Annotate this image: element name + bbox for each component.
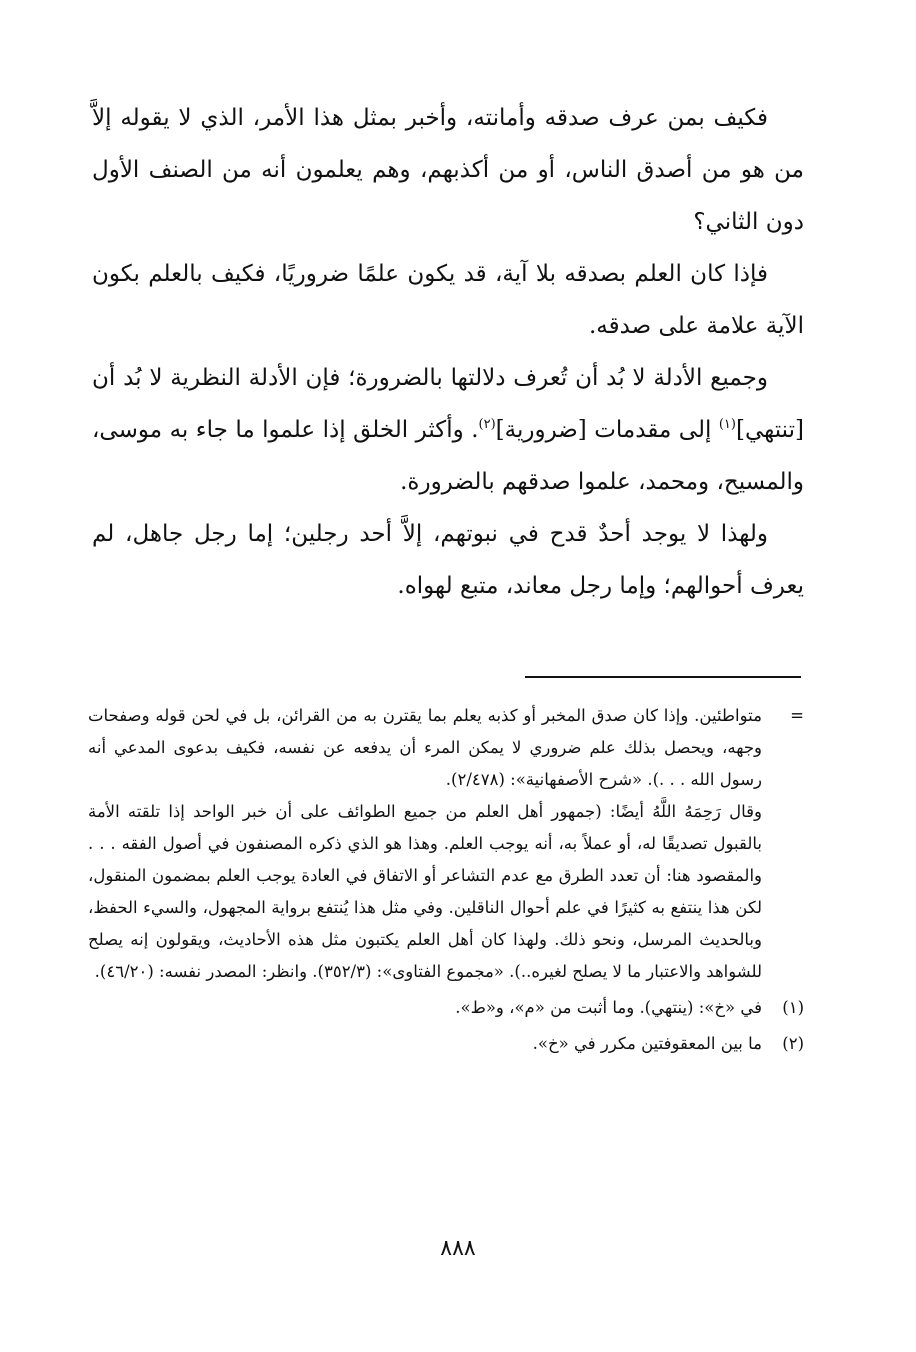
footnote-2 [88, 1028, 804, 1060]
paragraph-3-part-3: . وأكثر الخلق إذا علموا ما جاء به موسى، والمسيح، ومحمد، علموا صدقهم بالضرورة. [92, 417, 804, 495]
footnote-continuation-text-1: متواطئين. وإذا كان صدق المخبر أو كذبه يعلم بما يقترن به من القرائن، بل في لحن قوله وصفحات وجهه، ويحصل بذلك علم ضروري لا يمكن المرء أن يدفعه عن نفسه، فكيف بدعوى المدعي أنه رسول الله . . .). «شرح الأصفهانية»: (٢/٤٧٨). [88, 706, 762, 789]
footnote-continuation-text-2: وقال رَحِمَهُ اللَّهُ أيضًا: (جمهور أهل العلم من جميع الطوائف على أن خبر الواحد إذا تلقته الأمة بالقبول تصديقًا له، أو عملاً به، أنه يوجب العلم. وهذا هو الذي ذكره المصنفون في أصول الفقه . . . والمقصود هنا: أن تعدد الطرق مع عدم التشاعر أو الاتفاق في العادة يوجب العلم بمضمون المنقول، لكن هذا ينتفع به كثيرًا في علم أحوال الناقلين. وفي مثل هذا يُنتفع برواية المجهول، والسيء الحفظ، وبالحديث المرسل، ونحو ذلك. ولهذا كان أهل العلم يكتبون مثل هذه الأحاديث، ويقولون إنه يصلح للشواهد والاعتبار ما لا يصلح لغيره..). «مجموع الفتاوى»: (٣٥٢/٣). وانظر: المصدر نفسه: (٤٦/٢٠). [88, 802, 762, 981]
continuation-marker: = [790, 706, 804, 725]
paragraph-2: فإذا كان العلم بصدقه بلا آية، قد يكون علمًا ضروريًا، فكيف بالعلم بكون الآية علامة على صدقه. [92, 261, 804, 339]
footnote-continuation [88, 700, 804, 988]
footnote-separator [525, 676, 801, 678]
paragraph-4: ولهذا لا يوجد أحدٌ قدح في نبوتهم، إلاَّ أحد رجلين؛ إما رجل جاهل، لم يعرف أحوالهم؛ وإما رجل معاند، متبع لهواه. [92, 521, 804, 599]
paragraph-3-part-1: وجميع الأدلة لا بُد أن تُعرف دلالتها بالضرورة؛ فإن الأدلة النظرية لا بُد أن [تنتهي] [92, 365, 804, 443]
paragraph-1: فكيف بمن عرف صدقه وأمانته، وأخبر بمثل هذا الأمر، الذي لا يقوله إلاَّ من هو من أصدق الناس، أو من أكذبهم، وهم يعلمون أنه من الصنف الأول دون الثاني؟ [92, 105, 804, 235]
main-text [92, 92, 804, 612]
paragraph-3-part-2: إلى مقدمات [ضرورية] [495, 417, 719, 443]
footnote-ref-2[interactable]: (٢) [478, 417, 496, 432]
footnotes [88, 700, 804, 1060]
footnote-2-text: ما بين المعقوفتين مكرر في «خ». [532, 1034, 762, 1053]
footnote-1-number: (١) [782, 998, 804, 1017]
footnote-2-number: (٢) [782, 1034, 804, 1053]
footnote-1 [88, 992, 804, 1024]
footnote-ref-1[interactable]: (١) [718, 417, 736, 432]
paragraph-3 [92, 352, 804, 508]
footnote-1-text: في «خ»: (ينتهي). وما أثبت من «م»، و«ط». [455, 998, 762, 1017]
page-number: ٨٨٨ [440, 1236, 476, 1261]
